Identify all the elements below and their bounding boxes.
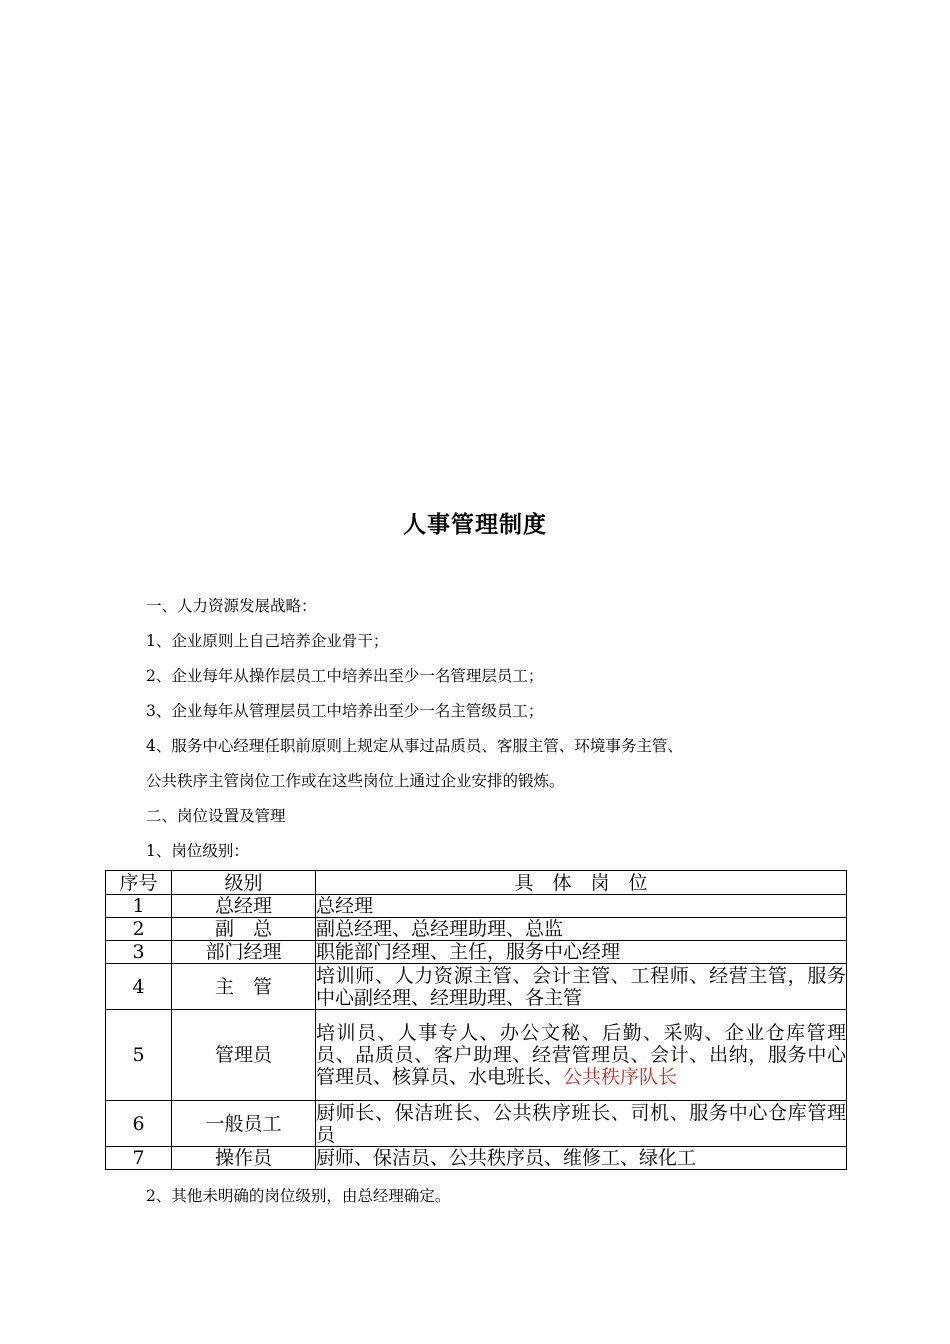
row-no: 2 <box>106 918 172 941</box>
row-level: 副 总 <box>172 918 316 941</box>
row-positions: 副总经理、总经理助理、总监 <box>316 918 847 941</box>
table-row <box>106 941 847 964</box>
row-no: 3 <box>106 941 172 964</box>
row-no: 6 <box>106 1101 172 1147</box>
row-level: 管理员 <box>172 1010 316 1101</box>
section-1-item-2: 2、企业每年从操作层员工中培养出至少一名管理层员工； <box>146 667 544 685</box>
document-title: 人事管理制度 <box>403 512 547 538</box>
table-row <box>106 1010 847 1101</box>
section-2-item-1: 1、岗位级别： <box>146 842 249 860</box>
row-no: 5 <box>106 1010 172 1101</box>
header-positions: 具 体 岗 位 <box>316 871 847 895</box>
row-positions: 职能部门经理、主任，服务中心经理 <box>316 941 847 964</box>
table-row <box>106 964 847 1010</box>
table-row <box>106 1147 847 1170</box>
row-positions-highlight: 公共秩序队长 <box>563 1066 678 1088</box>
section-1-heading: 一、人力资源发展战略： <box>146 597 317 615</box>
row-positions-text: 培训员、人事专人、办公文秘、后勤、采购、企业仓库管理员、品质员、客户助理、经营管理员、会计、出纳，服务中心管理员、核算员、水电班长、 <box>316 1022 846 1088</box>
section-1-item-3: 3、企业每年从管理层员工中培养出至少一名主管级员工； <box>146 702 544 720</box>
row-positions <box>316 1010 847 1101</box>
row-no: 4 <box>106 964 172 1010</box>
row-no: 1 <box>106 895 172 918</box>
row-positions: 培训师、人力资源主管、会计主管、工程师、经营主管，服务中心副经理、经理助理、各主管 <box>316 964 846 1009</box>
table-header-row <box>106 871 847 895</box>
table-row <box>106 918 847 941</box>
row-level: 部门经理 <box>172 941 316 964</box>
section-2-heading: 二、岗位设置及管理 <box>146 807 286 825</box>
row-positions: 厨师长、保洁班长、公共秩序班长、司机、服务中心仓库管理员 <box>316 1101 846 1146</box>
row-level: 操作员 <box>172 1147 316 1170</box>
table-row <box>106 1101 847 1147</box>
position-level-table <box>105 870 847 1170</box>
row-positions: 厨师、保洁员、公共秩序员、维修工、绿化工 <box>316 1147 847 1170</box>
header-level: 级别 <box>172 871 316 895</box>
section-2-item-2: 2、其他未明确的岗位级别，由总经理确定。 <box>146 1187 451 1205</box>
header-no: 序号 <box>106 871 172 895</box>
row-level: 主 管 <box>172 964 316 1010</box>
section-1-item-4-line-1: 4、服务中心经理任职前原则上规定从事过品质员、客服主管、环境事务主管、 <box>146 737 683 755</box>
table-row <box>106 895 847 918</box>
row-positions: 总经理 <box>316 895 847 918</box>
row-level: 一般员工 <box>172 1101 316 1147</box>
row-level: 总经理 <box>172 895 316 918</box>
section-1-item-4-line-2: 公共秩序主管岗位工作或在这些岗位上通过企业安排的锻炼。 <box>146 772 565 790</box>
row-no: 7 <box>106 1147 172 1170</box>
section-1-item-1: 1、企业原则上自己培养企业骨干； <box>146 632 389 650</box>
